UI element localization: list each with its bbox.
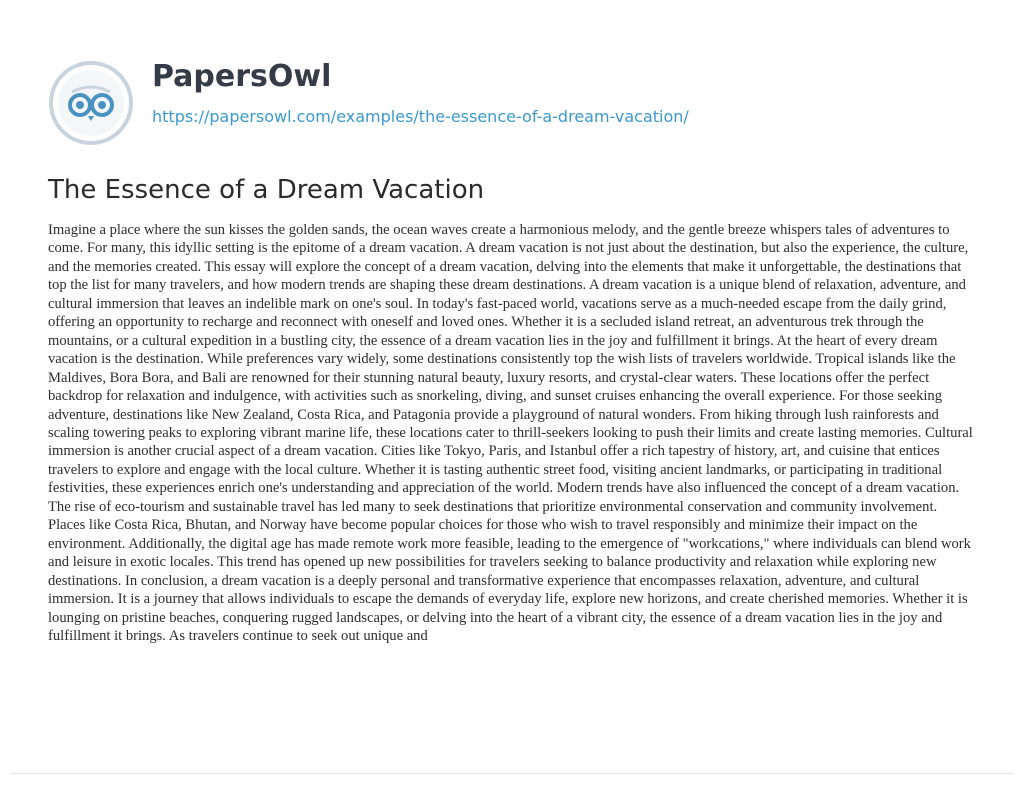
source-url-link[interactable]: https://papersowl.com/examples/the-essence-of-a-dream-vacation/	[152, 107, 689, 126]
essay-title: The Essence of a Dream Vacation	[48, 175, 485, 205]
owl-logo-icon	[48, 60, 134, 146]
essay-body: Imagine a place where the sun kisses the golden sands, the ocean waves create a harmonious melody, and the gentle breeze whispers tales of adventures to come. For many, this idyllic setting is the epitome of a dream vacation. A dream vacation is not just about the destination, but also the experience, the culture, and the memories created. This essay will explore the concept of a dream vacation, delving into the elements that make it unforgettable, the destinations that top the list for many travelers, and how modern trends are shaping these dream destinations. A dream vacation is a unique blend of relaxation, adventure, and cultural immersion that leaves an indelible mark on one's soul. In today's fast-paced world, vacations serve as a much-needed escape from the daily grind, offering an opportunity to recharge and reconnect with oneself and loved ones. Whether it is a secluded island retreat, an adventurous trek through the mountains, or a cultural expedition in a bustling city, the essence of a dream vacation lies in the joy and fulfillment it brings. At the heart of every dream vacation is the destination. While preferences vary widely, some destinations consistently top the wish lists of travelers worldwide. Tropical islands like the Maldives, Bora Bora, and Bali are renowned for their stunning natural beauty, luxury resorts, and crystal-clear waters. These locations offer the perfect backdrop for relaxation and indulgence, with activities such as snorkeling, diving, and sunset cruises enhancing the overall experience. For those seeking adventure, destinations like New Zealand, Costa Rica, and Patagonia provide a playground of natural wonders. From hiking through lush rainforests and scaling towering peaks to exploring vibrant marine life, these locations cater to thrill-seekers looking to push their limits and create lasting memories. Cultural immersion is another crucial aspect of a dream vacation. Cities like Tokyo, Paris, and Istanbul offer a rich tapestry of history, art, and cuisine that entices travelers to explore and engage with the local culture. Whether it is tasting authentic street food, visiting ancient landmarks, or participating in traditional festivities, these experiences enrich one's understanding and appreciation of the world. Modern trends have also influenced the concept of a dream vacation. The rise of eco-tourism and sustainable travel has led many to seek destinations that prioritize environmental conservation and community involvement. Places like Costa Rica, Bhutan, and Norway have become popular choices for those who wish to travel responsibly and minimize their impact on the environment. Additionally, the digital age has made remote work more feasible, leading to the emergence of "workcations," where individuals can blend work and leisure in exotic locales. This trend has opened up new possibilities for travelers seeking to balance productivity and relaxation while exploring new destinations. In conclusion, a dream vacation is a deeply personal and transformative experience that encompasses relaxation, adventure, and cultural immersion. It is a journey that allows individuals to escape the demands of everyday life, explore new horizons, and create cherished memories. Whether it is lounging on pristine beaches, conquering rugged landscapes, or delving into the heart of a vibrant city, the essence of a dream vacation lies in the joy and fulfillment it brings. As travelers continue to seek out unique and	[48, 222, 973, 644]
brand-name[interactable]: PapersOwl	[152, 59, 332, 94]
page-divider	[10, 773, 1014, 774]
page-header	[0, 0, 1024, 168]
